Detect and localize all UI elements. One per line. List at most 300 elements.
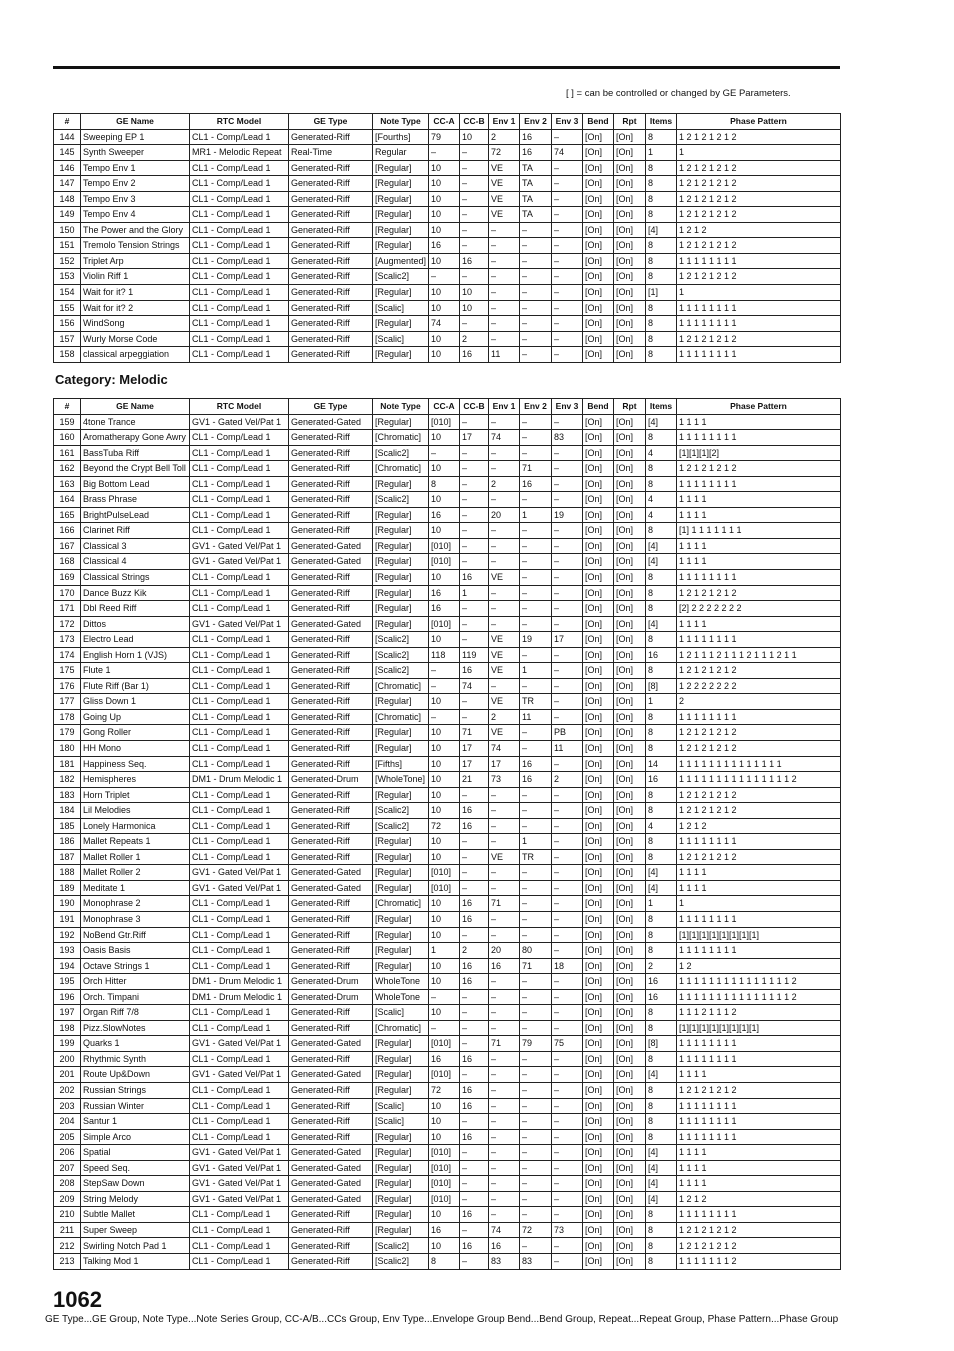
table-cell: 10 <box>429 1114 460 1130</box>
table-cell: Aromatherapy Gone Awry <box>81 430 190 446</box>
table-cell: CL1 - Comp/Lead 1 <box>190 476 289 492</box>
table-cell: [010] <box>429 1036 460 1052</box>
table-cell: Santur 1 <box>81 1114 190 1130</box>
table-cell: 2 <box>460 331 489 347</box>
table-cell: [On] <box>583 1207 614 1223</box>
table-cell: 10 <box>429 849 460 865</box>
table-cell: Talking Mod 1 <box>81 1254 190 1270</box>
table-row <box>54 725 841 741</box>
table-cell: PB <box>552 725 583 741</box>
table-cell: – <box>552 1005 583 1021</box>
table-cell: 170 <box>54 585 81 601</box>
table-cell: – <box>429 145 460 161</box>
table-cell: 8 <box>429 1254 460 1270</box>
table-cell: – <box>520 585 552 601</box>
table-cell: – <box>520 238 552 254</box>
table-cell: [4] <box>646 1145 677 1161</box>
table-cell: 173 <box>54 632 81 648</box>
table-cell: – <box>489 538 520 554</box>
table-cell: Lil Melodies <box>81 803 190 819</box>
table-cell: – <box>552 1254 583 1270</box>
table-cell: – <box>520 989 552 1005</box>
table-cell: [On] <box>583 880 614 896</box>
table-cell: 165 <box>54 507 81 523</box>
table-cell: 210 <box>54 1207 81 1223</box>
table-cell: Generated-Riff <box>289 787 373 803</box>
table-cell: CL1 - Comp/Lead 1 <box>190 316 289 332</box>
table-cell: 193 <box>54 943 81 959</box>
table-cell: Generated-Riff <box>289 347 373 363</box>
table-cell: [Scalic] <box>373 300 429 316</box>
table-cell: 4 <box>646 445 677 461</box>
table-cell: 16 <box>460 912 489 928</box>
table-cell: – <box>520 316 552 332</box>
table-cell: GV1 - Gated Vel/Pat 1 <box>190 1176 289 1192</box>
table-cell: [010] <box>429 616 460 632</box>
table-cell: – <box>489 461 520 477</box>
table-cell: [On] <box>583 445 614 461</box>
table-cell: Simple Arco <box>81 1129 190 1145</box>
table-cell: CL1 - Comp/Lead 1 <box>190 569 289 585</box>
table-cell: 1 2 1 2 1 2 1 2 <box>677 1083 841 1099</box>
table-cell: 16 <box>460 958 489 974</box>
table-cell: CL1 - Comp/Lead 1 <box>190 585 289 601</box>
table-cell: [Regular] <box>373 740 429 756</box>
table-cell: 1 <box>429 943 460 959</box>
table-cell: [On] <box>583 1191 614 1207</box>
footer-text: GE Type...GE Group, Note Type...Note Series Group, CC-A/B...CCs Group, Env Type...Envelope Group Bend...Bend Group, Repeat...Repeat Group, Phase Pattern...Phase Group <box>45 1314 839 1325</box>
table-cell: [Scalic2] <box>373 803 429 819</box>
table-cell: – <box>489 585 520 601</box>
table-cell: 146 <box>54 160 81 176</box>
table-cell: [Scalic] <box>373 1114 429 1130</box>
table-cell: [Regular] <box>373 414 429 430</box>
table-cell: CL1 - Comp/Lead 1 <box>190 222 289 238</box>
table-cell: 166 <box>54 523 81 539</box>
table-cell: – <box>460 238 489 254</box>
table-cell: 118 <box>429 647 460 663</box>
table-cell: WholeTone <box>373 974 429 990</box>
table-cell: – <box>552 865 583 881</box>
table-cell: – <box>460 989 489 1005</box>
table-cell: [On] <box>614 974 646 990</box>
table-cell: 8 <box>646 663 677 679</box>
table-cell: TA <box>520 207 552 223</box>
table-cell: 1 1 1 2 1 1 1 2 <box>677 1005 841 1021</box>
table-cell: [4] <box>646 414 677 430</box>
table-cell: 1 2 1 2 1 2 1 2 <box>677 160 841 176</box>
table-cell: Generated-Riff <box>289 912 373 928</box>
table-cell: CL1 - Comp/Lead 1 <box>190 896 289 912</box>
table-row <box>54 787 841 803</box>
table-cell: Dbl Reed Riff <box>81 601 190 617</box>
table-cell: 1 1 1 1 <box>677 554 841 570</box>
table-cell: 10 <box>429 896 460 912</box>
table-cell: [On] <box>614 284 646 300</box>
table-cell: 1 2 1 2 1 2 1 2 <box>677 740 841 756</box>
table-cell: [Chromatic] <box>373 430 429 446</box>
table-cell: 10 <box>429 927 460 943</box>
table-cell: [Regular] <box>373 601 429 617</box>
table-cell: [On] <box>583 601 614 617</box>
table-cell: Generated-Riff <box>289 647 373 663</box>
table-cell: 8 <box>646 1254 677 1270</box>
table-row <box>54 740 841 756</box>
table-cell: – <box>489 912 520 928</box>
table-cell: [Chromatic] <box>373 709 429 725</box>
table-cell: – <box>460 927 489 943</box>
table-cell: CL1 - Comp/Lead 1 <box>190 1238 289 1254</box>
table-cell: [On] <box>614 849 646 865</box>
table-cell: Generated-Riff <box>289 316 373 332</box>
table-cell: – <box>552 461 583 477</box>
table-cell: 201 <box>54 1067 81 1083</box>
table-cell: [Augmented] <box>373 253 429 269</box>
table-cell: HH Mono <box>81 740 190 756</box>
table-cell: 1 2 1 2 1 2 1 2 <box>677 238 841 254</box>
table-cell: [010] <box>429 1191 460 1207</box>
table-cell: Generated-Riff <box>289 678 373 694</box>
table-cell: 1 1 1 1 <box>677 1176 841 1192</box>
column-header: CC-B <box>460 114 489 130</box>
table-cell: – <box>552 191 583 207</box>
table-cell: Tempo Env 2 <box>81 176 190 192</box>
table-cell: Monophrase 2 <box>81 896 190 912</box>
table-cell: [010] <box>429 538 460 554</box>
table-cell: 10 <box>429 834 460 850</box>
table-row <box>54 1129 841 1145</box>
table-cell: CL1 - Comp/Lead 1 <box>190 300 289 316</box>
table-cell: Generated-Riff <box>289 849 373 865</box>
table-cell: 10 <box>429 694 460 710</box>
table-cell: 83 <box>489 1254 520 1270</box>
table-cell: 1 1 1 1 1 1 1 1 <box>677 912 841 928</box>
table-cell: Generated-Riff <box>289 222 373 238</box>
table-cell: [On] <box>583 1160 614 1176</box>
table-cell: 10 <box>429 160 460 176</box>
table-cell: [Scalic] <box>373 331 429 347</box>
table-cell: Wait for it? 1 <box>81 284 190 300</box>
table-cell: Generated-Riff <box>289 269 373 285</box>
table-cell: 74 <box>489 740 520 756</box>
table-cell: 4 <box>646 818 677 834</box>
table-cell: [On] <box>583 492 614 508</box>
column-header: Note Type <box>373 399 429 415</box>
table-cell: 156 <box>54 316 81 332</box>
table-cell: – <box>552 445 583 461</box>
table-cell: [On] <box>614 803 646 819</box>
table-cell: – <box>460 269 489 285</box>
table-cell: 1 <box>677 896 841 912</box>
table-cell: 74 <box>489 1222 520 1238</box>
table-cell: [On] <box>614 300 646 316</box>
table-cell: 1 2 1 2 1 2 1 2 <box>677 1222 841 1238</box>
table-cell: Generated-Gated <box>289 1176 373 1192</box>
table-cell: 1 <box>646 896 677 912</box>
table-cell: – <box>520 725 552 741</box>
table-cell: Regular <box>373 145 429 161</box>
table-cell: 8 <box>646 1129 677 1145</box>
table-cell: Generated-Riff <box>289 507 373 523</box>
table-cell: 16 <box>646 989 677 1005</box>
table-cell: [Regular] <box>373 1051 429 1067</box>
table-cell: – <box>520 269 552 285</box>
table-cell: – <box>460 476 489 492</box>
table-cell: [Chromatic] <box>373 896 429 912</box>
table-cell: [4] <box>646 222 677 238</box>
table-cell: Generated-Riff <box>289 445 373 461</box>
column-header: Env 2 <box>520 399 552 415</box>
table-cell: – <box>460 414 489 430</box>
table-cell: 10 <box>429 1238 460 1254</box>
table-cell: 71 <box>489 1036 520 1052</box>
table-cell: [On] <box>614 927 646 943</box>
table-cell: CL1 - Comp/Lead 1 <box>190 632 289 648</box>
table-cell: – <box>460 1067 489 1083</box>
table-cell: 182 <box>54 772 81 788</box>
table-cell: 8 <box>646 207 677 223</box>
table-cell: 175 <box>54 663 81 679</box>
table-cell: [010] <box>429 554 460 570</box>
table-cell: – <box>552 300 583 316</box>
table-cell: [Regular] <box>373 958 429 974</box>
table-cell: [On] <box>583 989 614 1005</box>
table-row <box>54 176 841 192</box>
table-cell: GV1 - Gated Vel/Pat 1 <box>190 880 289 896</box>
table-cell: GV1 - Gated Vel/Pat 1 <box>190 1160 289 1176</box>
table-cell: [On] <box>614 461 646 477</box>
table-cell: [Scalic2] <box>373 1254 429 1270</box>
column-header: Phase Pattern <box>677 114 841 130</box>
table-cell: – <box>552 238 583 254</box>
table-cell: [Regular] <box>373 1160 429 1176</box>
table-cell: – <box>552 569 583 585</box>
table-cell: 16 <box>460 1207 489 1223</box>
table-cell: – <box>460 176 489 192</box>
table-cell: – <box>460 507 489 523</box>
table-cell: – <box>460 601 489 617</box>
table-cell: 10 <box>429 1207 460 1223</box>
table-cell: – <box>460 787 489 803</box>
table-cell: 8 <box>646 253 677 269</box>
table-cell: Orch. Timpani <box>81 989 190 1005</box>
table-cell: – <box>552 1114 583 1130</box>
table-cell: – <box>489 787 520 803</box>
table-cell: Sweeping EP 1 <box>81 129 190 145</box>
table-cell: [On] <box>614 1051 646 1067</box>
table-cell: Meditate 1 <box>81 880 190 896</box>
table-cell: [4] <box>646 865 677 881</box>
table-cell: 1 1 1 1 1 1 1 1 1 1 1 1 1 1 1 2 <box>677 989 841 1005</box>
table-row <box>54 896 841 912</box>
table-cell: 160 <box>54 430 81 446</box>
table-cell: 2 <box>552 772 583 788</box>
table-cell: 16 <box>460 663 489 679</box>
table-cell: CL1 - Comp/Lead 1 <box>190 507 289 523</box>
table-cell: – <box>520 300 552 316</box>
table-cell: 1 2 1 2 1 2 1 2 <box>677 787 841 803</box>
table-row <box>54 709 841 725</box>
table-cell: – <box>552 849 583 865</box>
table-cell: – <box>520 896 552 912</box>
table-cell: 17 <box>460 756 489 772</box>
table-cell: Generated-Riff <box>289 1098 373 1114</box>
table-cell: [On] <box>614 1005 646 1021</box>
table-cell: [On] <box>614 1160 646 1176</box>
table-cell: – <box>489 414 520 430</box>
table-cell: – <box>552 1191 583 1207</box>
table-cell: CL1 - Comp/Lead 1 <box>190 238 289 254</box>
table-row <box>54 647 841 663</box>
table-cell: 21 <box>460 772 489 788</box>
table-cell: 16 <box>460 253 489 269</box>
table-cell: Generated-Gated <box>289 1160 373 1176</box>
table-cell: [Regular] <box>373 554 429 570</box>
table-cell: [On] <box>614 1020 646 1036</box>
table-cell: Generated-Riff <box>289 461 373 477</box>
table-cell: CL1 - Comp/Lead 1 <box>190 1114 289 1130</box>
table-cell: [2] 2 2 2 2 2 2 2 <box>677 601 841 617</box>
table-cell: [On] <box>614 616 646 632</box>
table-row <box>54 461 841 477</box>
table-cell: [On] <box>614 709 646 725</box>
table-cell: – <box>552 476 583 492</box>
table-cell: GV1 - Gated Vel/Pat 1 <box>190 616 289 632</box>
table-cell: 1 1 1 1 1 1 1 1 <box>677 1036 841 1052</box>
table-cell: 211 <box>54 1222 81 1238</box>
table-cell: 1 <box>677 284 841 300</box>
table-cell: Oasis Basis <box>81 943 190 959</box>
table-cell: VE <box>489 849 520 865</box>
table-cell: – <box>552 129 583 145</box>
table-cell: Classical Strings <box>81 569 190 585</box>
table-cell: Generated-Gated <box>289 414 373 430</box>
table-cell: DM1 - Drum Melodic 1 <box>190 989 289 1005</box>
table-cell: 1 <box>520 507 552 523</box>
table-cell: [1] 1 1 1 1 1 1 1 <box>677 523 841 539</box>
table-cell: CL1 - Comp/Lead 1 <box>190 740 289 756</box>
table-cell: – <box>460 616 489 632</box>
table-cell: [On] <box>583 725 614 741</box>
column-header: # <box>54 399 81 415</box>
table-cell: [On] <box>614 1176 646 1192</box>
table-cell: Generated-Gated <box>289 616 373 632</box>
table-cell: [On] <box>583 1176 614 1192</box>
table-cell: CL1 - Comp/Lead 1 <box>190 663 289 679</box>
table-cell: 181 <box>54 756 81 772</box>
table-cell: – <box>552 927 583 943</box>
table-cell: – <box>489 1083 520 1099</box>
table-cell: – <box>520 1114 552 1130</box>
table-cell: [Scalic2] <box>373 269 429 285</box>
table-cell: Generated-Riff <box>289 585 373 601</box>
table-cell: Generated-Riff <box>289 238 373 254</box>
table-cell: [On] <box>583 1254 614 1270</box>
table-cell: – <box>520 414 552 430</box>
table-cell: [Regular] <box>373 207 429 223</box>
table-cell: – <box>520 1191 552 1207</box>
table-cell: – <box>460 694 489 710</box>
table-cell: 192 <box>54 927 81 943</box>
table-cell: – <box>460 523 489 539</box>
table-row <box>54 818 841 834</box>
table-cell: 1 2 1 2 1 2 1 2 <box>677 331 841 347</box>
table-cell: 16 <box>460 803 489 819</box>
table-cell: [On] <box>583 694 614 710</box>
table-cell: Generated-Riff <box>289 740 373 756</box>
table-cell: 189 <box>54 880 81 896</box>
table-cell: – <box>520 1238 552 1254</box>
column-header: Bend <box>583 114 614 130</box>
table-cell: Pizz.SlowNotes <box>81 1020 190 1036</box>
table-cell: 1 1 1 1 <box>677 507 841 523</box>
table-cell: [On] <box>614 347 646 363</box>
table-cell: CL1 - Comp/Lead 1 <box>190 1254 289 1270</box>
table-cell: 2 <box>460 943 489 959</box>
table-cell: 10 <box>429 803 460 819</box>
table-cell: – <box>520 740 552 756</box>
table-row <box>54 958 841 974</box>
table-cell: [010] <box>429 880 460 896</box>
table-row <box>54 694 841 710</box>
table-cell: Speed Seq. <box>81 1160 190 1176</box>
table-cell: – <box>489 927 520 943</box>
table-cell: [On] <box>614 1114 646 1130</box>
table-cell: [Regular] <box>373 912 429 928</box>
table-cell: Generated-Riff <box>289 1207 373 1223</box>
table-cell: [On] <box>583 678 614 694</box>
table-cell: [On] <box>614 1098 646 1114</box>
table-cell: [On] <box>614 414 646 430</box>
table-cell: Tempo Env 4 <box>81 207 190 223</box>
table-cell: – <box>552 896 583 912</box>
table-cell: DM1 - Drum Melodic 1 <box>190 974 289 990</box>
table-cell: – <box>552 989 583 1005</box>
table-row <box>54 523 841 539</box>
table-cell: – <box>489 989 520 1005</box>
table-cell: [Regular] <box>373 880 429 896</box>
table-cell: – <box>520 912 552 928</box>
table-cell: 8 <box>646 912 677 928</box>
table-cell: – <box>520 880 552 896</box>
table-cell: 8 <box>646 927 677 943</box>
table-cell: – <box>429 989 460 1005</box>
table-cell: – <box>489 284 520 300</box>
table-cell: Generated-Riff <box>289 1005 373 1021</box>
table-cell: [Regular] <box>373 476 429 492</box>
table-cell: [On] <box>614 880 646 896</box>
table-cell: [On] <box>614 632 646 648</box>
table-cell: 1 1 1 1 1 1 1 1 <box>677 1129 841 1145</box>
table-row <box>54 1191 841 1207</box>
table-cell: 1 2 1 2 1 2 1 2 <box>677 1238 841 1254</box>
table-cell: [Regular] <box>373 1191 429 1207</box>
table-cell: 174 <box>54 647 81 663</box>
table-cell: – <box>520 1160 552 1176</box>
table-cell: – <box>520 430 552 446</box>
table-cell: [Regular] <box>373 1129 429 1145</box>
table-cell: Octave Strings 1 <box>81 958 190 974</box>
table-row <box>54 569 841 585</box>
table-cell: classical arpeggiation <box>81 347 190 363</box>
table-cell: Generated-Riff <box>289 569 373 585</box>
table-cell: 179 <box>54 725 81 741</box>
table-cell: 16 <box>489 1238 520 1254</box>
table-cell: 1 2 1 1 1 2 1 1 1 2 1 1 1 2 1 1 <box>677 647 841 663</box>
table-row <box>54 1207 841 1223</box>
table-row <box>54 129 841 145</box>
table-cell: [On] <box>614 787 646 803</box>
